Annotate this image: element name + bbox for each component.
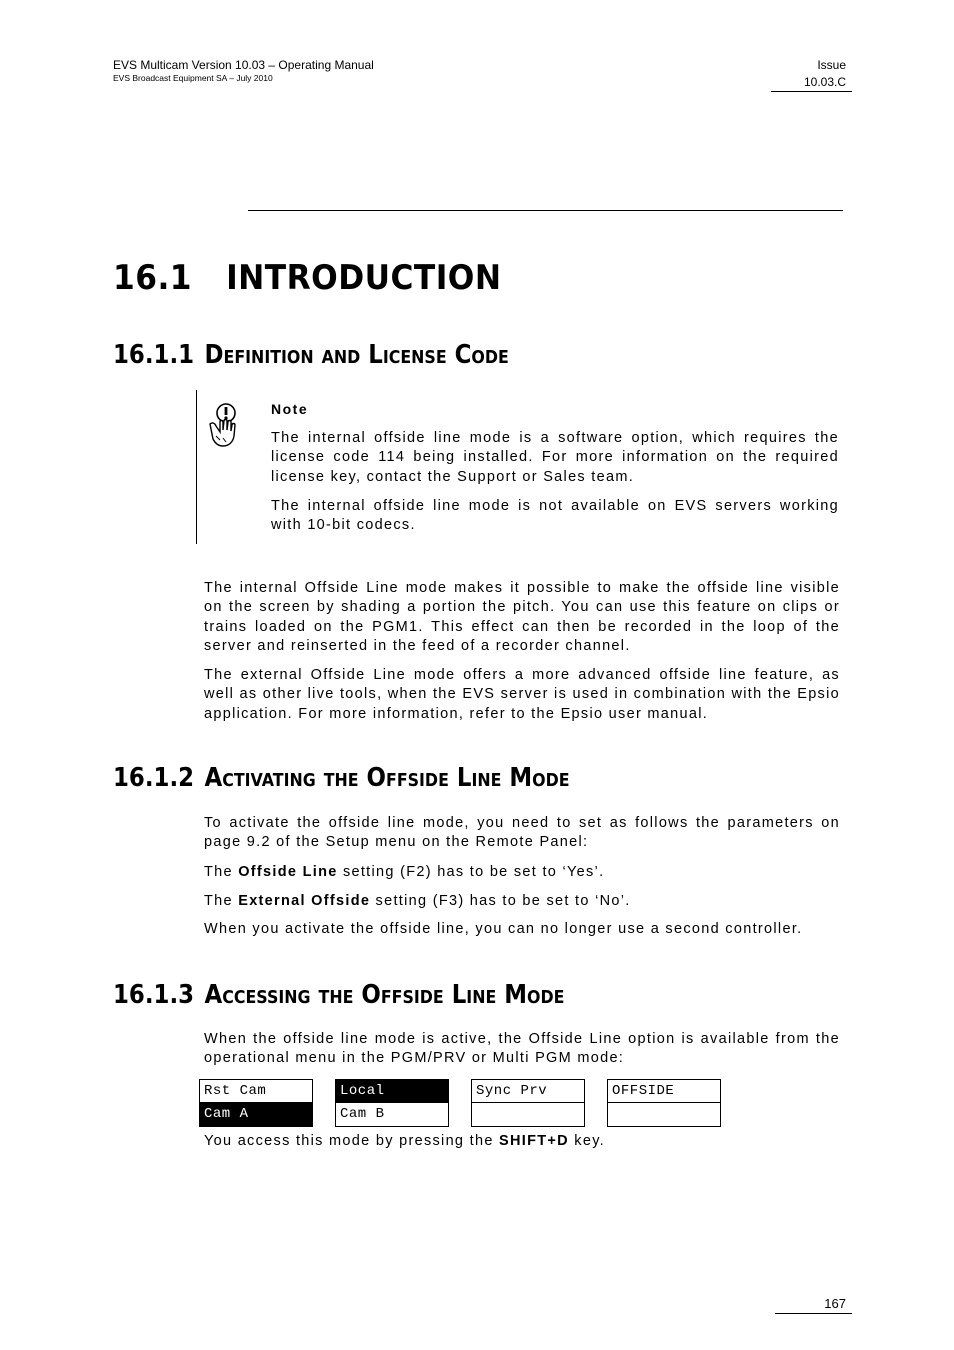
heading-initial: O	[366, 763, 386, 793]
heading-text: ine	[471, 763, 510, 793]
section-title: INTRODUCTION	[226, 258, 502, 298]
subsection-number: 16.1.3	[113, 980, 195, 1010]
heading-initial: C	[454, 340, 472, 370]
text: The	[204, 893, 239, 909]
activating-offside-line-setting	[204, 863, 840, 882]
text: setting (F3) has to be set to ‘No’.	[370, 893, 631, 909]
note-side-bar	[196, 390, 197, 544]
heading-text: ode	[471, 340, 509, 370]
heading-text: efinition and	[223, 340, 369, 370]
heading-initial: M	[509, 763, 533, 793]
heading-initial: A	[204, 763, 223, 793]
accessing-shortcut-line	[204, 1132, 840, 1151]
note-paragraph-1: The internal offside line mode is a software option, which requires the license code 114 being installed. For more information on the required license key, contact the Support or Sales team.	[271, 430, 839, 485]
panel-cell-top: Sync Prv	[472, 1080, 584, 1103]
issue-version: 10.03.C	[803, 75, 846, 89]
definition-paragraph-2: The external Offside Line mode offers a more advanced offside line feature, as well as other live tools, when the EVS server is used in combination with the Epsio application. For more information, refer to the Epsio user manual.	[204, 667, 840, 722]
document-subtitle: EVS Broadcast Equipment SA – July 2010	[113, 73, 273, 83]
heading-text: ode	[527, 980, 565, 1010]
text: The	[204, 864, 239, 880]
heading-initial: L	[368, 340, 383, 370]
section-number: 16.1	[113, 258, 193, 298]
heading-text: icense	[382, 340, 455, 370]
issue-label: Issue	[817, 58, 846, 72]
footer-rule	[775, 1313, 852, 1314]
heading-initial: L	[451, 980, 467, 1010]
panel-cell-top: Rst Cam	[200, 1080, 312, 1103]
subsection-number: 16.1.2	[113, 763, 195, 793]
subsection-heading-definition	[113, 340, 509, 370]
panel-cell-top: OFFSIDE	[608, 1080, 720, 1103]
heading-initial: M	[504, 980, 528, 1010]
heading-text: ffside	[380, 980, 452, 1010]
text: You access this mode by pressing the	[204, 1133, 500, 1149]
panel-key-f3	[471, 1079, 585, 1127]
text: key.	[568, 1133, 605, 1149]
panel-cell-top: Local	[336, 1080, 448, 1103]
panel-key-f1	[199, 1079, 313, 1127]
panel-key-f4	[607, 1079, 721, 1127]
activating-external-offside-setting	[204, 892, 840, 911]
warning-hand-icon	[206, 402, 242, 448]
panel-cell-bottom: Cam A	[200, 1103, 312, 1126]
setting-name: Offside Line	[238, 864, 338, 880]
accessing-paragraph-1: When the offside line mode is active, the Offside Line option is available from the operational menu in the PGM/PRV or Multi PGM mode:	[204, 1031, 840, 1067]
heading-initial: A	[204, 980, 223, 1010]
note-label: Note	[271, 401, 309, 417]
heading-text: ode	[532, 763, 570, 793]
heading-text: ffside	[385, 763, 457, 793]
heading-initial: D	[204, 340, 224, 370]
text: setting (F2) has to be set to ‘Yes’.	[337, 864, 605, 880]
document-title: EVS Multicam Version 10.03 – Operating Manual	[113, 58, 374, 72]
heading-text: ccessing the	[222, 980, 362, 1010]
panel-cell-bottom	[608, 1103, 720, 1126]
header-rule	[771, 91, 852, 92]
panel-cell-bottom	[472, 1103, 584, 1126]
panel-key-f2	[335, 1079, 449, 1127]
heading-initial: O	[361, 980, 381, 1010]
heading-initial: L	[456, 763, 472, 793]
heading-text: ine	[466, 980, 505, 1010]
section-top-rule	[248, 210, 843, 211]
subsection-heading-activating	[113, 763, 570, 793]
definition-paragraph-1: The internal Offside Line mode makes it possible to make the offside line visible on the screen by shading a portion the pitch. You can use this feature on clips or trains loaded on the PGM1. This effect can then be recorded in the loop of the server and reinserted in the feed of a recorder channel.	[204, 580, 840, 654]
section-heading	[113, 258, 501, 298]
panel-cell-bottom: Cam B	[340, 1106, 385, 1122]
page-number: 167	[824, 1296, 846, 1311]
note-paragraph-2: The internal offside line mode is not available on EVS servers working with 10-bit codecs.	[271, 498, 839, 534]
activating-paragraph-4: When you activate the offside line, you can no longer use a second controller.	[204, 921, 803, 937]
activating-paragraph-1: To activate the offside line mode, you need to set as follows the parameters on page 9.2 of the Setup menu on the Remote Panel:	[204, 815, 840, 851]
shortcut-key: SHIFT+D	[499, 1133, 569, 1149]
subsection-heading-accessing	[113, 980, 564, 1010]
heading-text: ctivating the	[222, 763, 367, 793]
setting-name: External Offside	[238, 893, 371, 909]
subsection-number: 16.1.1	[113, 340, 195, 370]
